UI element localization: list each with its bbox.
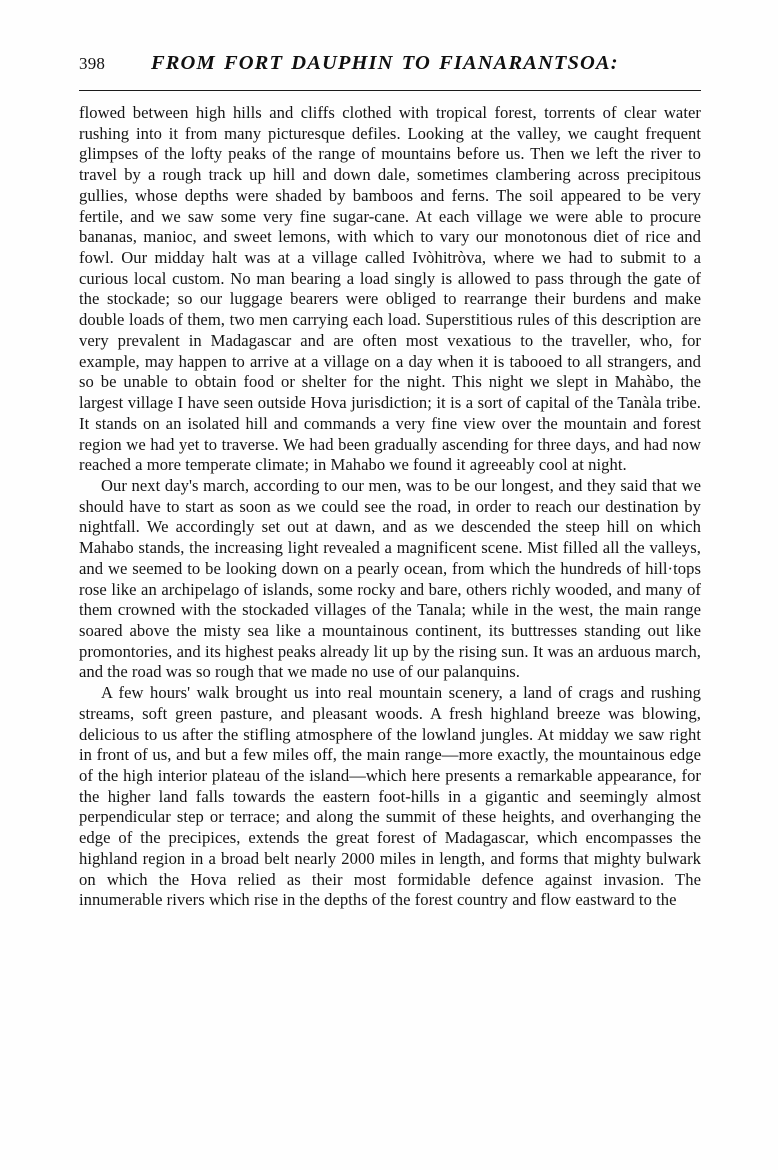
paragraph: A few hours' walk brought us into real mountain scenery, a land of crags and rushing streams, soft green pasture, and pleasant woods. A fresh highland breeze was blowing, delicious to us after the stifling atmosphere of the lowland jungles. At midday we saw right in front of us, and but a few miles off, the main range—more exactly, the mountainous edge of the high interior plateau of the island—which here presents a remarkable appearance, for the higher land falls towards the eastern foot-hills in a gigantic and seemingly almost perpendicular step or terrace; and along the summit of these heights, and overhanging the edge of the precipices, extends the great forest of Madagascar, which encompasses the highland region in a broad belt nearly 2000 miles in length, and forms that mighty bulwark on which the Hova relied as their most formidable defence against invasion. The innumerable rivers which rise in the depths of the forest country and flow eastward to the: [79, 683, 701, 910]
running-title: FROM FORT DAUPHIN TO FIANARANTSOA:: [151, 52, 619, 74]
running-header: [79, 52, 700, 86]
page-number: 398: [79, 54, 106, 73]
paragraph: Our next day's march, according to our men, was to be our longest, and they said that we should have to start as soon as we could see the road, in order to reach our destination by nightfall. We accordingly set out at dawn, and as we descended the steep hill on which Mahabo stands, the increasing light revealed a magnificent scene. Mist filled all the valleys, and we seemed to be looking down on a pearly ocean, from which the hundreds of hill·tops rose like an archipelago of islands, some rocky and bare, others richly wooded, and many of them crowned with the stockaded villages of the Tanala; while in the west, the main range soared above the misty sea like a mountainous continent, its buttresses standing out like promontories, and its highest peaks already lit up by the rising sun. It was an arduous march, and the road was so rough that we made no use of our palanquins.: [79, 475, 701, 682]
paragraph: flowed between high hills and cliffs clothed with tropical forest, torrents of clear water rushing into it from many picturesque defiles. Looking at the valley, we caught frequent glimpses of the lofty peaks of the range of mountains before us. Then we left the river to travel by a rough track up hill and down dale, sometimes clambering across precipitous gullies, whose depths were shaded by bamboos and ferns. The soil appeared to be very fertile, and we saw some very fine sugar-cane. At each village we were able to procure bananas, manioc, and sweet lemons, with which to vary our monotonous diet of rice and fowl. Our midday halt was at a village called Ivòhitròva, where we had to submit to a curious local custom. No man bearing a load singly is allowed to pass through the gate of the stockade; so our luggage bearers were obliged to rearrange their burdens and make double loads of them, two men carrying each load. Superstitious rules of this description are very prevalent in Madagascar and are often most vexatious to the traveller, who, for example, may happen to arrive at a village on a day when it is tabooed to all strangers, and so be unable to obtain food or shelter for the night. This night we slept in Mahàbo, the largest village I have seen outside Hova jurisdiction; it is a sort of capital of the Tanàla tribe. It stands on an isolated hill and commands a very fine view over the mountain and forest region we had yet to traverse. We had been gradually ascending for three days, and had now reached a more temperate climate; in Mahabo we found it agreeably cool at night.: [79, 103, 701, 475]
body-text-block: [79, 103, 701, 911]
header-rule: [79, 90, 701, 91]
